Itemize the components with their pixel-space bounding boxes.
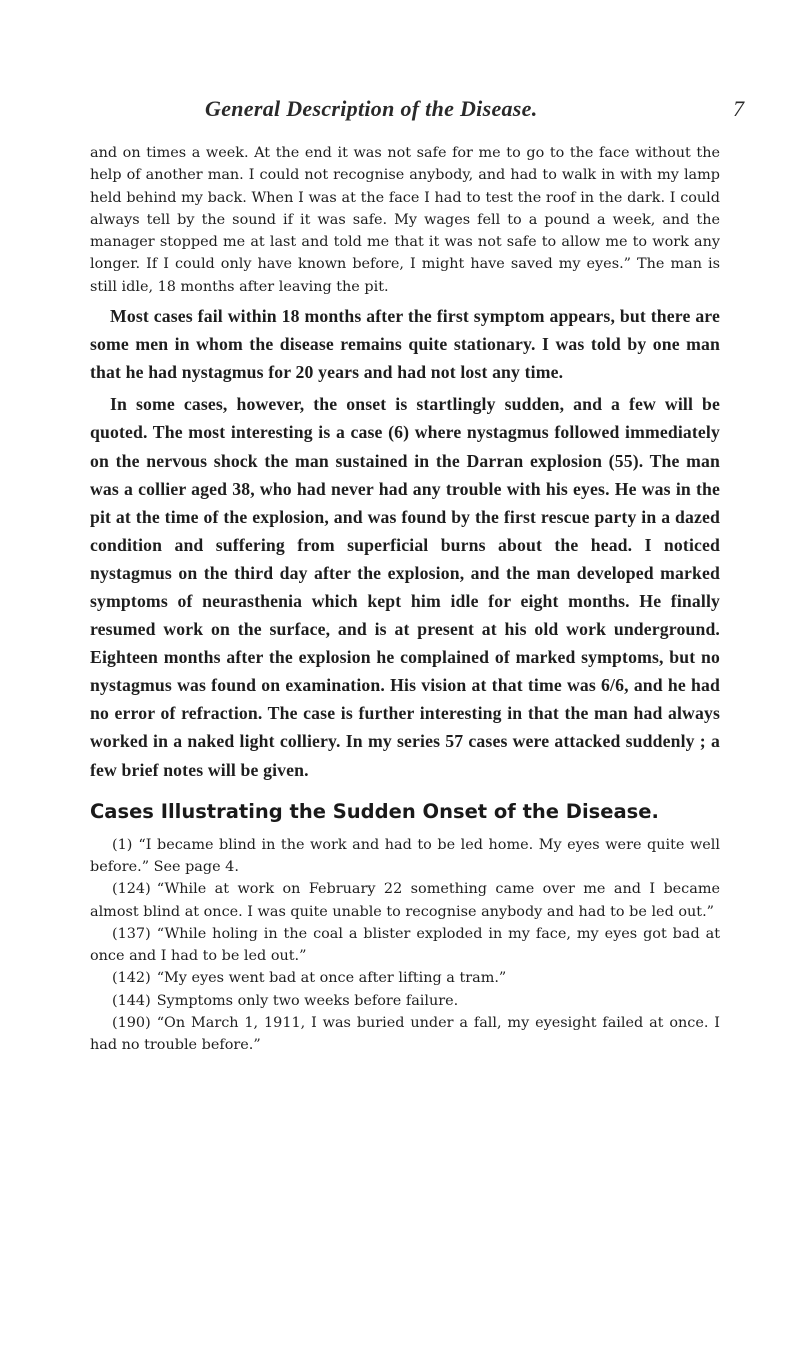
case-number: (142) (112, 970, 151, 987)
case-text: “While holing in the coal a blister exploded in my face, my eyes got bad at once and I had to be led out.” (90, 925, 720, 965)
case-item (90, 923, 720, 968)
case-number: (137) (112, 925, 151, 942)
body-text (90, 142, 720, 1057)
case-item (90, 967, 720, 989)
paragraph-sudden-onset: In some cases, however, the onset is startlingly sudden, and a few will be quoted. The most interesting is a case (6) where nystagmus followed immediately on the nervous shock the man sustained in the Darran explosion (55). The man was a collier aged 38, who had never had any trouble with his eyes. He was in the pit at the time of the explosion, and was found by the first rescue party in a dazed condition and suffering from superficial burns about the head. I noticed nystagmus on the third day after the explosion, and the man developed marked symptoms of neurasthenia which kept him idle for eight months. He finally resumed work on the surface, and is at present at his old work underground. Eighteen months after the explosion he complained of marked symptoms, but no nystagmus was found on examination. His vision at that time was 6/6, and he had no error of refraction. The case is further interesting in that the man had always worked in a naked light colliery. In my series 57 cases were attacked suddenly ; a few brief notes will be given. (90, 394, 720, 780)
case-number: (124) (112, 881, 151, 898)
case-item (90, 834, 720, 879)
case-text: “I became blind in the work and had to be led home. My eyes were quite well before.” See page 4. (90, 836, 720, 875)
case-number: (1) (112, 836, 133, 853)
case-text: “While at work on February 22 something came over me and I became almost blind at once. I was quite unable to recognise anybody and had to be led out.” (90, 881, 720, 920)
case-item (90, 1012, 720, 1057)
case-list (90, 834, 720, 1057)
case-text: “My eyes went bad at once after lifting a tram.” (156, 970, 507, 987)
section-heading: Cases Illustrating the Sudden Onset of the Disease. (90, 799, 659, 823)
case-text: “On March 1, 1911, I was buried under a fall, my eyesight failed at once. I had no trouble before.” (90, 1015, 720, 1054)
case-number: (190) (112, 1015, 151, 1032)
paragraph-quote-continuation: and on times a week. At the end it was not safe for me to go to the face without the help of another man. I could not recognise anybody, and had to walk in with my lamp held behind my back. When I was at the face I had to test the roof in the dark. I could always tell by the sound if it was safe. My wages fell to a pound a week, and the manager stopped me at last and told me that it was not safe to allow me to work any longer. If I could only have known before, I might have saved my eyes.” The man is still idle, 18 months after leaving the pit. (90, 145, 720, 295)
case-item (90, 878, 720, 923)
page-number: 7 (733, 96, 744, 121)
case-text: Symptoms only two weeks before failure. (156, 992, 459, 1009)
case-number: (144) (112, 992, 151, 1009)
running-head (0, 96, 801, 126)
case-item (90, 990, 720, 1012)
paragraph-stationary-cases: Most cases fail within 18 months after the first symptom appears, but there are some men in whom the disease remains quite stationary. I was told by one man that he had nystagmus for 20 years and had not lost any time. (90, 306, 720, 383)
running-title: General Description of the Disease. (205, 96, 538, 121)
